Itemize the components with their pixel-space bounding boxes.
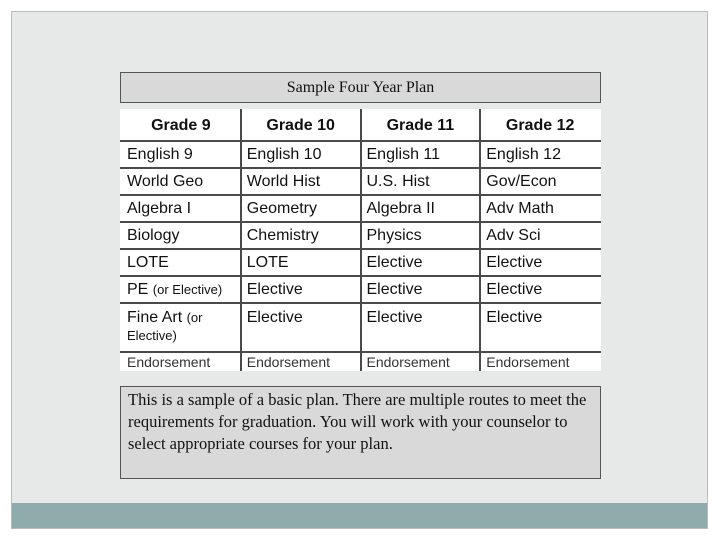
table-row	[121, 168, 600, 195]
table-cell: Elective	[241, 276, 361, 303]
table-cell: English 12	[480, 141, 600, 168]
table-row	[121, 222, 600, 249]
table-cell: Gov/Econ	[480, 168, 600, 195]
table-row	[121, 195, 600, 222]
table-row	[121, 141, 600, 168]
table-cell: Endorsement	[480, 352, 600, 371]
table-row	[121, 249, 600, 276]
table-cell: World Geo	[121, 168, 241, 195]
table-row-pe	[121, 276, 600, 303]
table-cell: English 9	[121, 141, 241, 168]
table-cell: English 10	[241, 141, 361, 168]
header-grade-9: Grade 9	[121, 110, 241, 141]
fine-art-label: Fine Art	[127, 309, 183, 326]
table-cell: Algebra II	[361, 195, 481, 222]
bottom-band	[12, 503, 707, 528]
table-cell: Adv Math	[480, 195, 600, 222]
table-cell: Elective	[241, 303, 361, 352]
table-row-fine-art	[121, 303, 600, 352]
table-cell: Endorsement	[121, 352, 241, 371]
header-grade-11: Grade 11	[361, 110, 481, 141]
table-cell: Elective	[361, 276, 481, 303]
table-cell: Adv Sci	[480, 222, 600, 249]
table-cell: Physics	[361, 222, 481, 249]
table-cell: Endorsement	[361, 352, 481, 371]
table-cell: LOTE	[241, 249, 361, 276]
table-cell: Elective	[480, 276, 600, 303]
plan-title: Sample Four Year Plan	[120, 72, 601, 103]
pe-note: (or Elective)	[152, 281, 223, 297]
table-cell: Elective	[361, 303, 481, 352]
table-row-endorsement	[121, 352, 600, 371]
table-cell: Elective	[480, 303, 600, 352]
plan-note: This is a sample of a basic plan. There are multiple routes to meet the requirements for graduation. You will work with your counselor to select appropriate courses for your plan.	[120, 386, 601, 479]
fine-art-note: (or Elective)	[127, 310, 203, 343]
table-cell: U.S. Hist	[361, 168, 481, 195]
table-cell: Elective	[361, 249, 481, 276]
header-grade-10: Grade 10	[241, 110, 361, 141]
table-cell: LOTE	[121, 249, 241, 276]
header-grade-12: Grade 12	[480, 110, 600, 141]
table-cell: World Hist	[241, 168, 361, 195]
header-row	[121, 110, 600, 141]
pe-label: PE	[127, 280, 149, 298]
table-cell: Algebra I	[121, 195, 241, 222]
table-cell: Biology	[121, 222, 241, 249]
table-cell: Endorsement	[241, 352, 361, 371]
table-cell: English 11	[361, 141, 481, 168]
table-cell: Elective	[480, 249, 600, 276]
table-cell: Geometry	[241, 195, 361, 222]
table-cell: Chemistry	[241, 222, 361, 249]
table-cell	[121, 276, 241, 303]
four-year-plan-table	[120, 109, 601, 371]
table-cell	[121, 303, 241, 352]
